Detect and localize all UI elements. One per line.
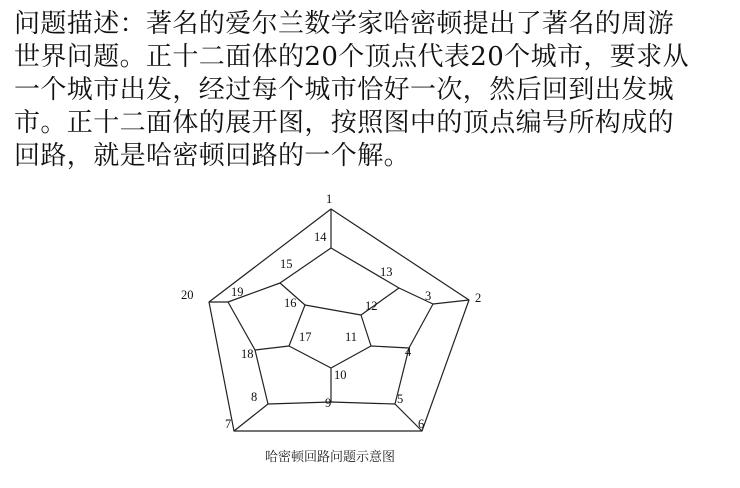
vertex-label-4: 4 [405,345,412,359]
vertex-label-12: 12 [365,299,378,313]
vertex-label-3: 3 [425,289,432,303]
vertex-label-9: 9 [325,396,332,410]
description-line: 世界问题。正十二面体的20个顶点代表20个城市，要求从 [14,42,689,72]
vertex-label-10: 10 [334,368,347,382]
vertex-label-17: 17 [299,330,312,344]
vertex-label-19: 19 [231,285,244,299]
vertex-label-1: 1 [326,192,333,206]
description-line: 问题描述：著名的爱尔兰数学家哈密顿提出了著名的周游 [14,9,675,39]
description-line: 一个城市出发，经过每个城市恰好一次，然后回到出发城 [14,75,675,105]
vertex-label-18: 18 [241,347,254,361]
vertex-label-2: 2 [475,291,482,305]
vertex-label-20: 20 [181,288,194,302]
vertex-label-5: 5 [397,392,404,406]
description-line: 市。正十二面体的展开图，按照图中的顶点编号所构成的 [14,108,675,138]
edge-18-17 [255,346,289,350]
outer-pentagon [209,209,469,431]
edge-7-8 [234,404,268,431]
vertex-label-16: 16 [284,296,297,310]
vertex-label-13: 13 [380,265,393,279]
vertex-label-11: 11 [345,330,358,344]
description-line: 回路，就是哈密顿回路的一个解。 [14,141,411,171]
diagram-caption: 哈密顿回路问题示意图 [264,450,395,465]
edge-4-11 [371,346,409,348]
edge-2-3 [433,300,469,304]
vertex-label-6: 6 [418,417,425,431]
vertex-label-15: 15 [280,257,293,271]
vertex-label-14: 14 [314,230,327,244]
vertex-label-8: 8 [251,390,258,404]
vertex-label-7: 7 [225,417,232,431]
